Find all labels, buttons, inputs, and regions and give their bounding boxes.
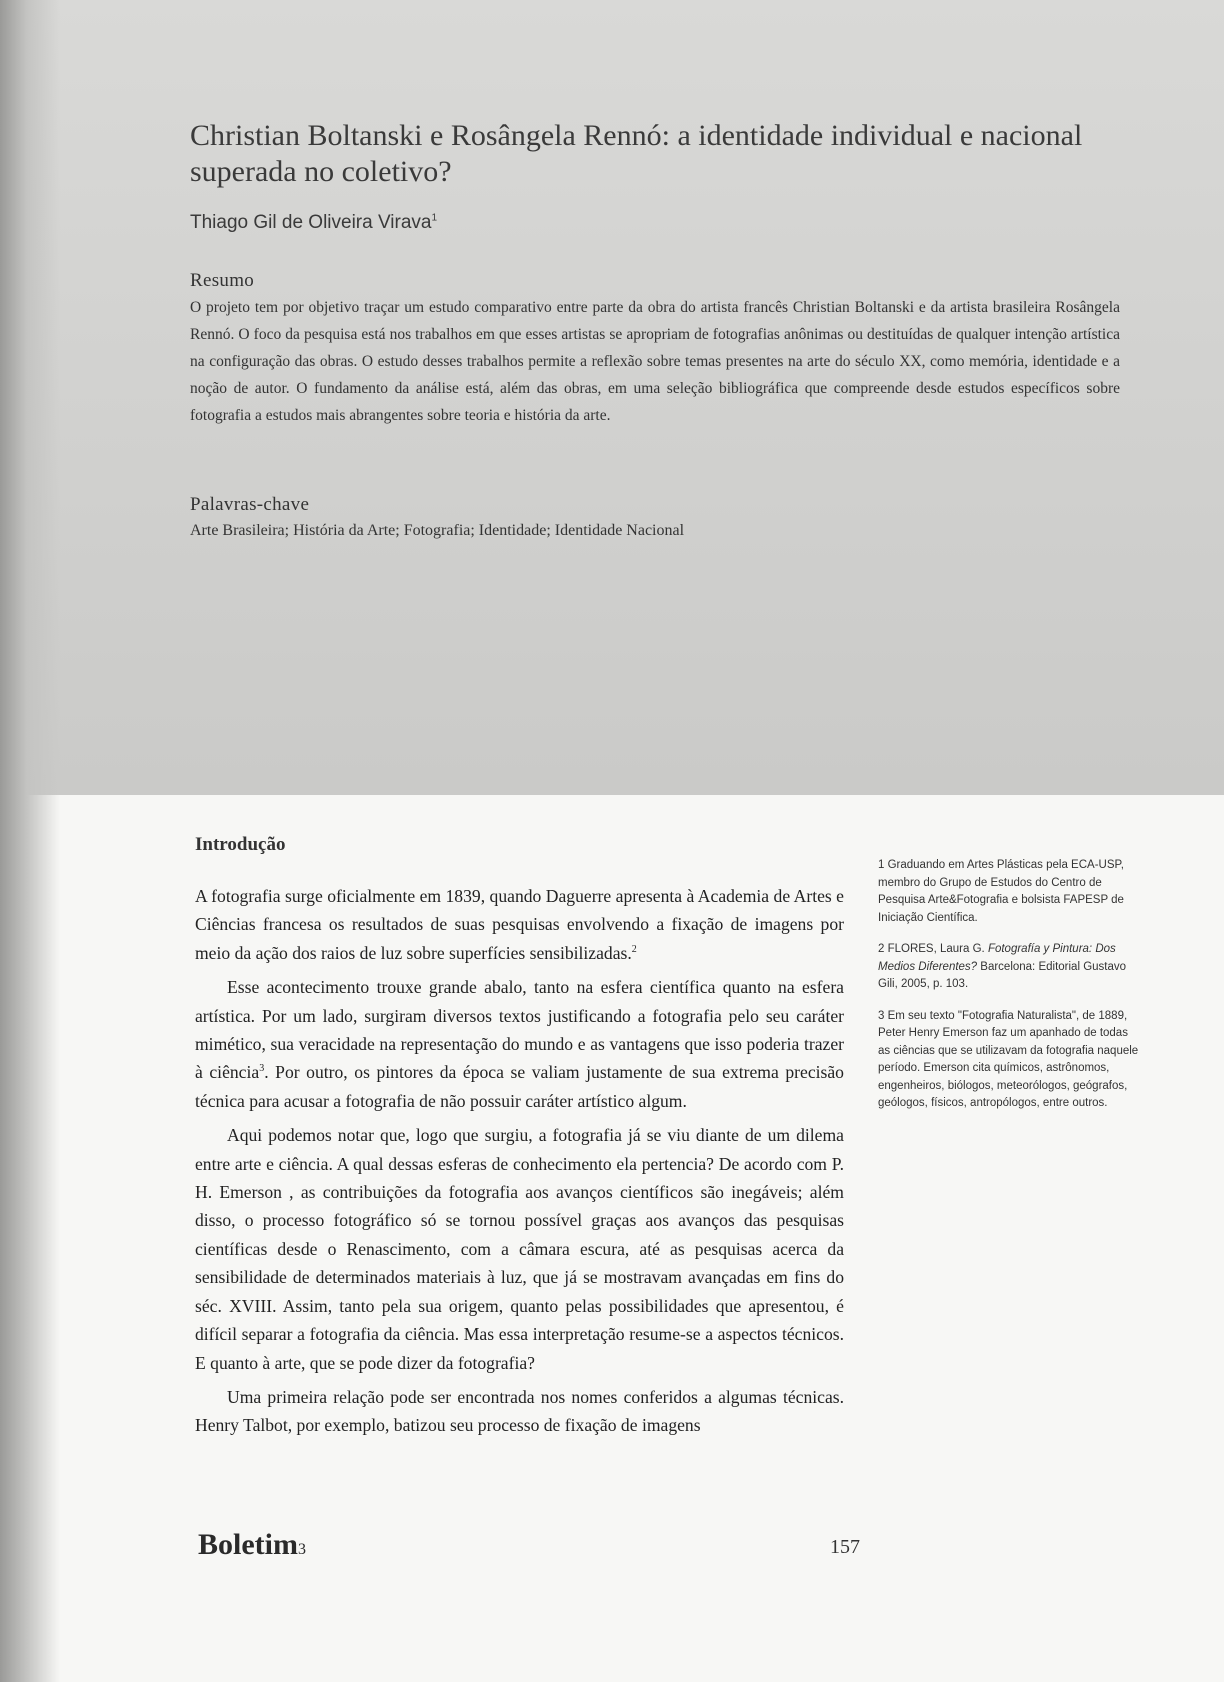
footnote-ref-2: 2 bbox=[631, 943, 637, 955]
issue-number: 3 bbox=[297, 1541, 306, 1558]
paragraph-1: A fotografia surge oficialmente em 1839, quando Daguerre apresenta à Academia de Artes e Ciências francesa os resultados de suas pesquisas envolvendo a fixação de imagens por meio da ação dos raios de luz sobre superfícies sensibilizadas.$^2$ bbox=[195, 886, 844, 963]
introduction-heading: Introdução bbox=[195, 834, 286, 855]
footnote-3: 3 Em seu texto "Fotografia Naturalista", de 1889, Peter Henry Emerson faz um apanhado de todas as ciências que se utilizavam da fotografia naquele período. Emerson cita químicos, astrônomos, engenheiros, biólogos, meteorólogos, geógrafos, geólogos, físicos, antropólogos, entre outros. bbox=[878, 1009, 1139, 1109]
author-name: Thiago Gil de Oliveira Virava bbox=[190, 212, 432, 233]
side-notes bbox=[878, 857, 1143, 1127]
footnote-2: 2 FLORES, Laura G. Fotografía y Pintura: Dos Medios Diferentes? Barcelona: Editorial Gustavo Gili, 2005, p. 103. bbox=[878, 943, 1127, 990]
author-line bbox=[190, 212, 437, 234]
footnote-ref-3: 3 bbox=[259, 1063, 265, 1075]
author-footnote-ref: 1 bbox=[431, 212, 438, 224]
paragraph-2: Esse acontecimento trouxe grande abalo, tanto na esfera científica quanto na esfera artística. Por um lado, surgiram diversos textos justificando a fotografia pelo seu caráter mimético, sua veracidade na representação do mundo e as vantagens que isso poderia trazer à ciência$^3$. Por outro, os pintores da época se valiam justamente de sua extrema precisão técnica para acusar a fotografia de não possuir caráter artístico algum. bbox=[195, 977, 844, 1111]
page-number: 157 bbox=[830, 1536, 860, 1558]
keywords-heading: Palavras-chave bbox=[190, 494, 310, 515]
resumo-heading: Resumo bbox=[190, 270, 255, 291]
body-text bbox=[195, 882, 844, 1446]
keywords-text: Arte Brasileira; História da Arte; Fotografia; Identidade; Identidade Nacional bbox=[190, 522, 685, 539]
book-spine-shadow bbox=[0, 0, 60, 1682]
article-title: Christian Boltanski e Rosângela Rennó: a identidade individual e nacional superada no coletivo? bbox=[190, 119, 1083, 188]
paragraph-3: Aqui podemos notar que, logo que surgiu, a fotografia já se viu diante de um dilema entre arte e ciência. A qual dessas esferas de conhecimento ela pertencia? De acordo com P. H. Emerson , as contribuições da fotografia aos avanços científicos são inegáveis; além disso, o processo fotográfico só se tornou possível graças aos avanços das pesquisas científicas desde o Renascimento, com a câmara escura, até as pesquisas acerca da sensibilidade de determinados materiais à luz, que já se mostravam avançadas em fins do séc. XVIII. Assim, tanto pela sua origem, quanto pelas possibilidades que apresentou, é difícil separar a fotografia da ciência. Mas essa interpretação resume-se a aspectos técnicos. E quanto à arte, que se pode dizer da fotografia? bbox=[195, 1125, 844, 1373]
paragraph-4: Uma primeira relação pode ser encontrada nos nomes conferidos a algumas técnicas. Henry Talbot, por exemplo, batizou seu processo de fixação de imagens bbox=[195, 1386, 844, 1436]
footnote-1: 1 Graduando em Artes Plásticas pela ECA-USP, membro do Grupo de Estudos do Centro de Pesquisa Arte&Fotografia e bolsista FAPESP de Iniciação Científica. bbox=[878, 859, 1124, 924]
abstract-text: O projeto tem por objetivo traçar um estudo comparativo entre parte da obra do artista francês Christian Boltanski e da artista brasileira Rosângela Rennó. O foco da pesquisa está nos trabalhos em que esses artistas se apropriam de fotografias anônimas ou destituídas de qualquer intenção artística na configuração das obras. O estudo desses trabalhos permite a reflexão sobre temas presentes na arte do século XX, como memória, identidade e a noção de autor. O fundamento da análise está, além das obras, em uma seleção bibliográfica que compreende desde estudos específicos sobre fotografia a estudos mais abrangentes sobre teoria e história da arte. bbox=[190, 299, 1120, 424]
journal-name: Boletim3 bbox=[198, 1528, 306, 1561]
